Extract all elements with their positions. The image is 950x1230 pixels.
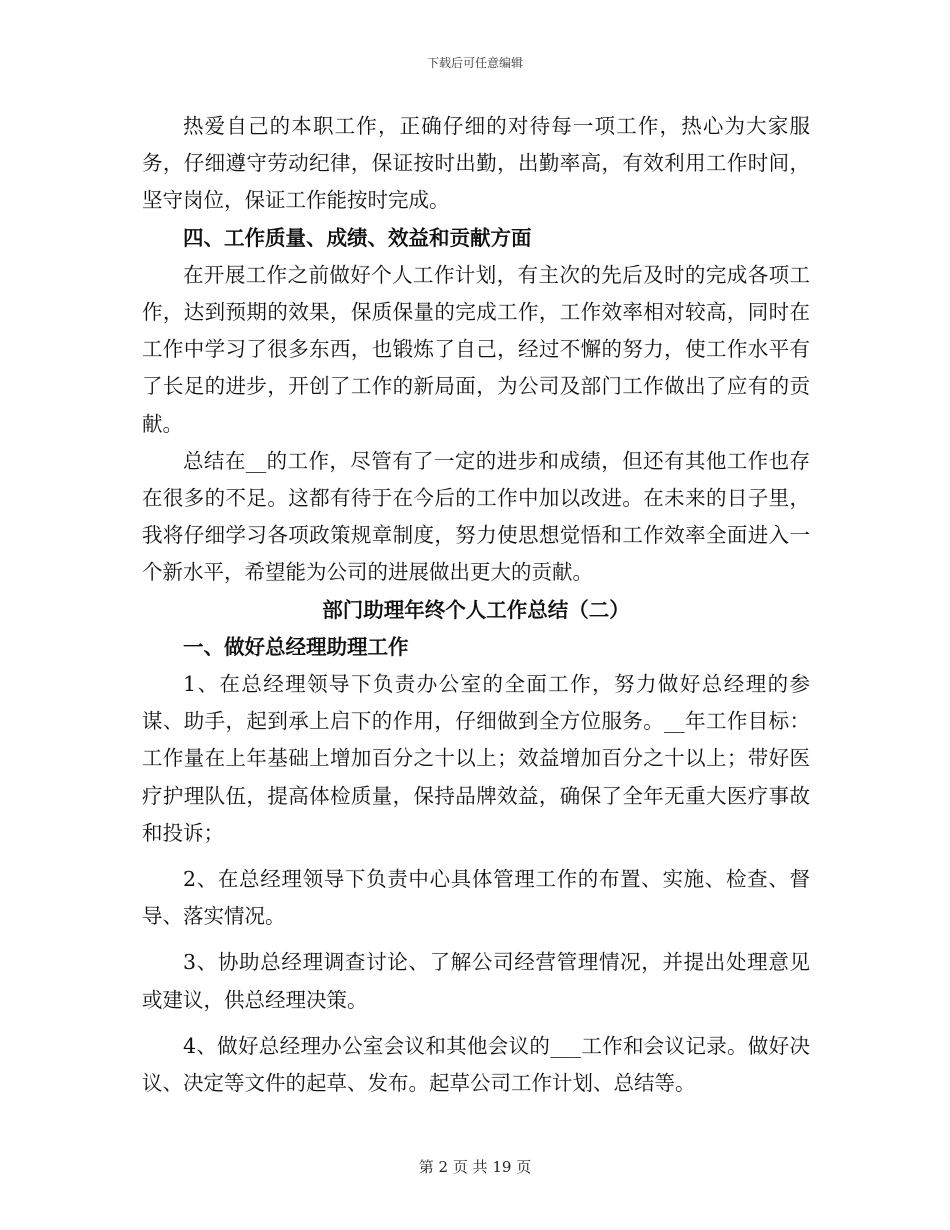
paragraph-summary: 总结在__的工作，尽管有了一定的进步和成绩，但还有其他工作也存在很多的不足。这都有待于在今后的工作中加以改进。在未来的日子里，我将仔细学习各项政策规章制度，努力使思想觉悟和工作效率全面进入一个新水平，希望能为公司的进展做出更大的贡献。 xyxy=(142,448,810,585)
document-title-part-two: 部门助理年终个人工作总结（二） xyxy=(322,597,630,622)
list-item-4: 4、做好总经理办公室会议和其他会议的___工作和会议记录。做好决议、决定等文件的起草、发布。起草公司工作计划、总结等。 xyxy=(142,1033,810,1096)
paragraph-work-quality: 在开展工作之前做好个人工作计划，有主次的先后及时的完成各项工作，达到预期的效果，保质保量的完成工作，工作效率相对较高，同时在工作中学习了很多东西，也锻炼了自己，经过不懈的努力，使工作水平有了长足的进步，开创了工作的新局面，为公司及部门工作做出了应有的贡献。 xyxy=(142,262,810,436)
paragraph-work-attitude: 热爱自己的本职工作，正确仔细的对待每一项工作，热心为大家服务，仔细遵守劳动纪律，保证按时出勤，出勤率高，有效利用工作时间，坚守岗位，保证工作能按时完成。 xyxy=(142,114,810,213)
document-body xyxy=(142,108,810,1102)
page-footer-page-number: 第 2 页 共 19 页 xyxy=(418,1158,532,1176)
list-item-1: 1、在总经理领导下负责办公室的全面工作，努力做好总经理的参谋、助手，起到承上启下的作用，仔细做到全方位服务。__年工作目标：工作量在上年基础上增加百分之十以上；效益增加百分之十以上；带好医疗护理队伍，提高体检质量，保持品牌效益，确保了全年无重大医疗事故和投诉； xyxy=(142,672,810,845)
page-header-note: 下载后可任意编辑 xyxy=(426,56,523,70)
list-item-2: 2、在总经理领导下负责中心具体管理工作的布置、实施、检查、督导、落实情况。 xyxy=(142,867,810,929)
list-item-3: 3、协助总经理调查讨论、了解公司经营管理情况，并提出处理意见或建议，供总经理决策。 xyxy=(142,950,810,1012)
heading-section-four: 四、工作质量、成绩、效益和贡献方面 xyxy=(183,225,532,250)
heading-section-one: 一、做好总经理助理工作 xyxy=(183,634,409,659)
